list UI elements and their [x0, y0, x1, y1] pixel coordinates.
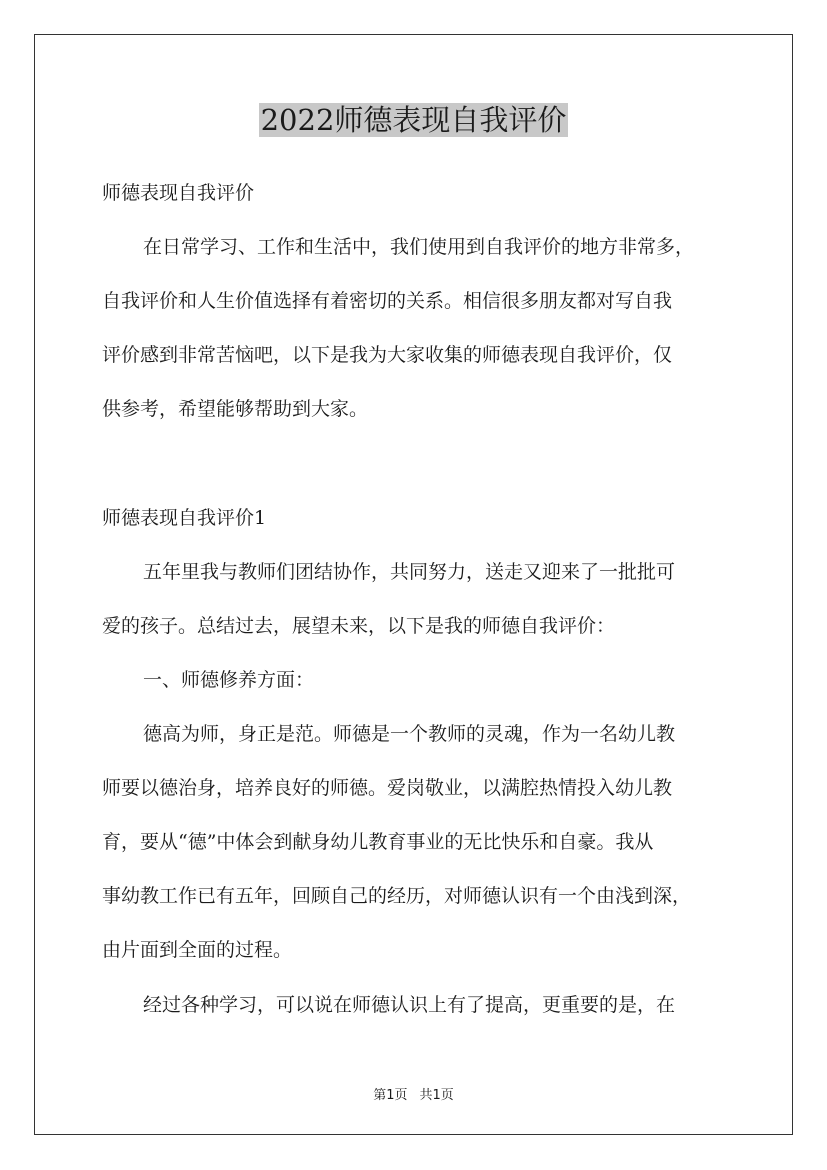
paragraph-line: 自我评价和人生价值选择有着密切的关系。相信很多朋友都对写自我 [102, 290, 673, 312]
paragraph-line: 供参考，希望能够帮助到大家。 [102, 398, 369, 420]
section-heading: 师德表现自我评价 [102, 182, 255, 204]
document-title: 2022师德表现自我评价 [260, 103, 567, 137]
paragraph-line: 德高为师，身正是范。师德是一个教师的灵魂，作为一名幼儿教 [143, 723, 676, 745]
section-heading: 师德表现自我评价1 [102, 507, 267, 529]
paragraph-line: 经过各种学习，可以说在师德认识上有了提高，更重要的是，在 [143, 994, 676, 1016]
page-footer [0, 1084, 827, 1103]
paragraph-line: 爱的孩子。总结过去，展望未来，以下是我的师德自我评价： [102, 615, 616, 637]
paragraph-line: 评价感到非常苦恼吧，以下是我为大家收集的师德表现自我评价，仅 [102, 344, 673, 366]
paragraph-line: 由片面到全面的过程。 [102, 939, 293, 961]
subsection-heading: 一、师德修养方面： [143, 669, 315, 691]
page-total: 共1页 [419, 1088, 454, 1103]
document-title-container [0, 98, 827, 142]
paragraph-line: 育，要从“德”中体会到献身幼儿教育事业的无比快乐和自豪。我从 [102, 831, 654, 853]
paragraph-line: 在日常学习、工作和生活中，我们使用到自我评价的地方非常多， [143, 236, 695, 258]
page-number: 第1页 [373, 1088, 408, 1103]
paragraph-line: 事幼教工作已有五年，回顾自己的经历，对师德认识有一个由浅到深， [102, 885, 692, 907]
paragraph-line: 五年里我与教师们团结协作，共同努力，送走又迎来了一批批可 [143, 561, 676, 583]
paragraph-line: 师要以德治身，培养良好的师德。爱岗敬业，以满腔热情投入幼儿教 [102, 777, 673, 799]
